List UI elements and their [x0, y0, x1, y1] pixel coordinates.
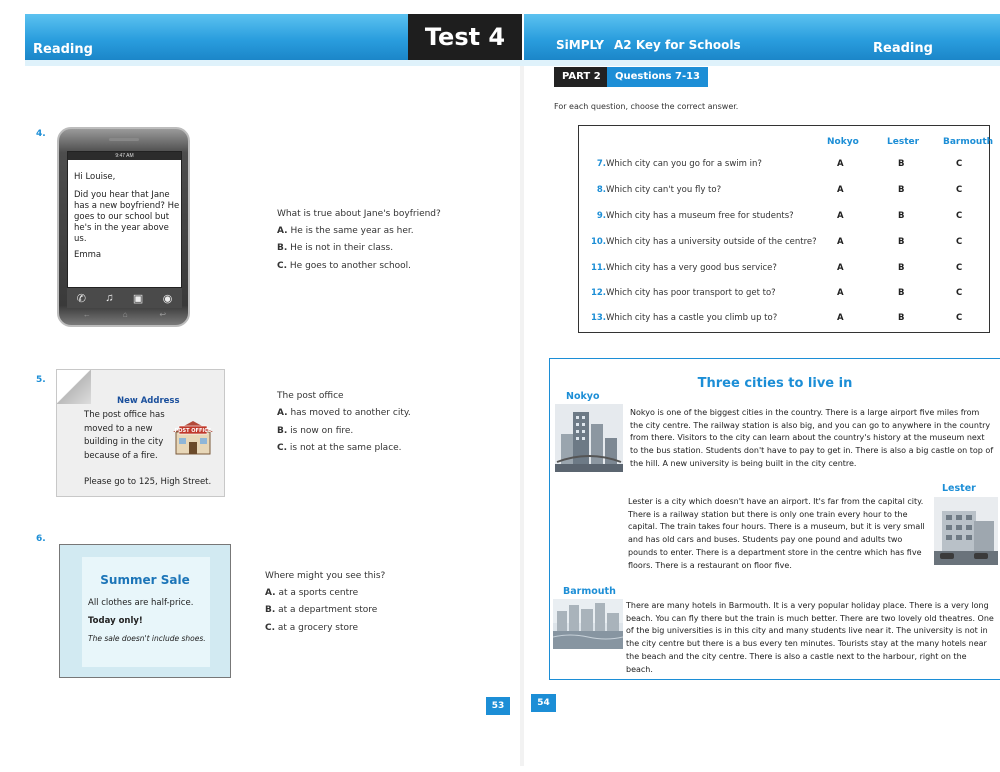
post-office-icon — [169, 418, 217, 458]
notice-footer: Please go to 125, High Street. — [84, 477, 212, 487]
row-question: Which city has a very good bus service? — [606, 263, 777, 273]
row-number: 11. — [590, 263, 606, 273]
answer-a[interactable]: A — [837, 211, 844, 221]
answer-c[interactable]: C — [956, 159, 963, 169]
phone-screen — [67, 151, 182, 288]
lester-city-icon — [934, 497, 998, 565]
question-5-option-b[interactable] — [277, 426, 353, 436]
row-question: Which city has poor transport to get to? — [606, 288, 776, 298]
table-row — [579, 288, 989, 308]
notice-body: The post office has moved to a new building in the city because of a fire. — [84, 410, 165, 461]
lester-heading: Lester — [942, 483, 976, 494]
home-icon: ⌂ — [122, 310, 128, 319]
right-section-title: Reading — [873, 41, 933, 56]
answer-a[interactable]: A — [837, 313, 844, 323]
phone-dock — [67, 288, 182, 308]
option-text: at a department store — [278, 605, 378, 615]
back-icon: ← — [82, 310, 91, 319]
left-section-title: Reading — [33, 42, 93, 57]
answer-c[interactable]: C — [956, 313, 963, 323]
phone-icon: ✆ — [76, 292, 86, 305]
bag-icon: ▣ — [132, 292, 144, 305]
notice-image — [56, 369, 225, 497]
table-row — [579, 211, 989, 231]
message-signature: Emma — [74, 250, 102, 260]
answer-b[interactable]: B — [898, 211, 905, 221]
option-text: He goes to another school. — [289, 261, 412, 271]
header-underline — [25, 60, 1000, 66]
option-letter: A. — [277, 226, 288, 236]
music-icon: ♫ — [105, 292, 114, 304]
question-6-text: Where might you see this? — [265, 571, 386, 581]
phone-time: 9:47 AM — [115, 153, 134, 159]
table-row — [579, 237, 989, 257]
table-row — [579, 263, 989, 283]
option-text: at a grocery store — [277, 623, 359, 633]
answer-a[interactable]: A — [837, 237, 844, 247]
question-6-option-a[interactable] — [265, 588, 358, 598]
row-question: Which city has a university outside of the centre? — [606, 237, 817, 247]
column-lester: Lester — [887, 137, 920, 147]
option-letter: C. — [277, 261, 288, 271]
option-letter: C. — [265, 623, 276, 633]
answer-b[interactable]: B — [898, 237, 905, 247]
phone-home-bar — [67, 310, 182, 322]
sale-title: Summer Sale — [100, 573, 190, 587]
table-row — [579, 313, 989, 333]
question-6-option-c[interactable] — [265, 623, 358, 633]
question-4-number: 4. — [36, 129, 46, 139]
row-question: Which city can't you fly to? — [606, 185, 722, 195]
barmouth-paragraph: There are many hotels in Barmouth. It is a very popular holiday place. There is a very long beach. You can fly there but the train is much better. There are two lovely old theatres. One of the big universities is in this city and many students live near it. The university is not in the city centre but there is a bus every ten minutes. Tourists stay at the many hotels near the beach and the city centre. There is also a castle next to the harbour, right on the beach. — [626, 601, 994, 674]
globe-icon: ◉ — [162, 292, 173, 305]
option-letter: B. — [265, 605, 276, 615]
sale-line-3: The sale doesn't include shoes. — [88, 634, 206, 643]
sale-line-2: Today only! — [88, 616, 143, 626]
brand-name: SiMPLY — [556, 38, 604, 52]
answer-b[interactable]: B — [898, 159, 905, 169]
answer-c[interactable]: C — [956, 185, 963, 195]
phone-status-bar — [68, 152, 181, 160]
page-gutter — [520, 66, 524, 766]
page-curl — [57, 370, 91, 404]
row-number: 8. — [596, 185, 606, 195]
row-number: 7. — [596, 159, 606, 169]
table-row — [579, 185, 989, 205]
post-office-sign: POST OFFICE — [174, 428, 212, 434]
reading-text-box — [549, 358, 1000, 680]
question-4-option-c[interactable] — [277, 261, 411, 271]
answer-c[interactable]: C — [956, 211, 963, 221]
row-number: 12. — [590, 288, 606, 298]
reading-title: Three cities to live in — [697, 376, 853, 391]
table-row — [579, 159, 989, 179]
question-5-number: 5. — [36, 375, 46, 385]
test-title: Test 4 — [408, 14, 522, 60]
question-5-option-c[interactable] — [277, 443, 402, 453]
part-label: PART 2 — [554, 67, 609, 87]
answer-table — [578, 125, 994, 333]
row-question: Which city has a castle you climb up to? — [606, 313, 778, 323]
notice-title: New Address — [117, 396, 180, 406]
column-barmouth: Barmouth — [943, 137, 994, 147]
part-instruction: For each question, choose the correct answer. — [554, 102, 739, 111]
page-number-left: 53 — [486, 697, 510, 715]
answer-a[interactable]: A — [837, 288, 844, 298]
answer-b[interactable]: B — [898, 263, 905, 273]
row-number: 13. — [590, 313, 606, 323]
option-letter: A. — [265, 588, 276, 598]
option-text: is now on fire. — [290, 426, 354, 436]
nokyo-heading: Nokyo — [566, 391, 600, 402]
barmouth-heading: Barmouth — [563, 586, 616, 597]
phone-image — [57, 127, 190, 327]
answer-b[interactable]: B — [898, 185, 905, 195]
sale-line-1: All clothes are half-price. — [88, 598, 194, 608]
question-4-option-b[interactable] — [277, 243, 393, 253]
column-nokyo: Nokyo — [827, 137, 859, 147]
row-number: 9. — [596, 211, 606, 221]
answer-c[interactable]: C — [956, 288, 963, 298]
option-letter: C. — [277, 443, 288, 453]
option-letter: A. — [277, 408, 288, 418]
option-text: has moved to another city. — [290, 408, 411, 418]
answer-c[interactable]: C — [956, 263, 963, 273]
option-text: He is the same year as her. — [290, 226, 414, 236]
nokyo-paragraph: Nokyo is one of the biggest cities in the country. There is a large airport five miles from the city centre. The railway station is also big, and you can go to anywhere in the country from there. Visitors to the city can learn about the country's history at the museum next to the bus station. Students don't have to pay to get in. There is also a big castle on top of the hill. A new university is being built in the city centre. — [630, 408, 994, 468]
answer-a[interactable]: A — [837, 185, 844, 195]
option-text: at a sports centre — [278, 588, 359, 598]
brand-subtitle: A2 Key for Schools — [614, 38, 741, 52]
row-question: Which city has a museum free for students? — [606, 211, 794, 221]
row-question: Which city can you go for a swim in? — [606, 159, 762, 169]
question-5-option-a[interactable] — [277, 408, 411, 418]
message-body: Did you hear that Jane has a new boyfriend? He goes to our school but he's in the year above us. — [74, 190, 180, 244]
question-6-number: 6. — [36, 534, 46, 544]
page-number-right: 54 — [531, 694, 556, 712]
message-greeting: Hi Louise, — [74, 172, 116, 182]
recent-icon: ↩ — [159, 310, 167, 319]
option-letter: B. — [277, 243, 288, 253]
option-text: He is not in their class. — [290, 243, 394, 253]
answer-b[interactable]: B — [898, 288, 905, 298]
phone-speaker — [109, 138, 139, 141]
option-text: is not at the same place. — [289, 443, 402, 453]
question-4-text: What is true about Jane's boyfriend? — [277, 209, 441, 219]
answer-b[interactable]: B — [898, 313, 905, 323]
nokyo-city-icon — [555, 404, 623, 472]
phone-message — [74, 172, 182, 261]
barmouth-city-icon — [553, 599, 623, 649]
answer-c[interactable]: C — [956, 237, 963, 247]
answer-a[interactable]: A — [837, 263, 844, 273]
option-letter: B. — [277, 426, 288, 436]
sale-sign-image — [59, 544, 231, 678]
question-5-text: The post office — [277, 391, 344, 401]
question-6-option-b[interactable] — [265, 605, 377, 615]
row-number: 10. — [590, 237, 606, 247]
lester-paragraph: Lester is a city which doesn't have an airport. It's far from the capital city. There is a railway station but there is only one train every hour to the capital. The train takes four hours. There is a museum, but it is very small and has old cars and buses. Students pay one pound and adults two pounds to enter. There is a department store in the centre which has five floors. There is a restaurant on floor five. — [628, 497, 925, 570]
part-questions: Questions 7-13 — [607, 67, 708, 87]
question-4-option-a[interactable] — [277, 226, 414, 236]
answer-a[interactable]: A — [837, 159, 844, 169]
